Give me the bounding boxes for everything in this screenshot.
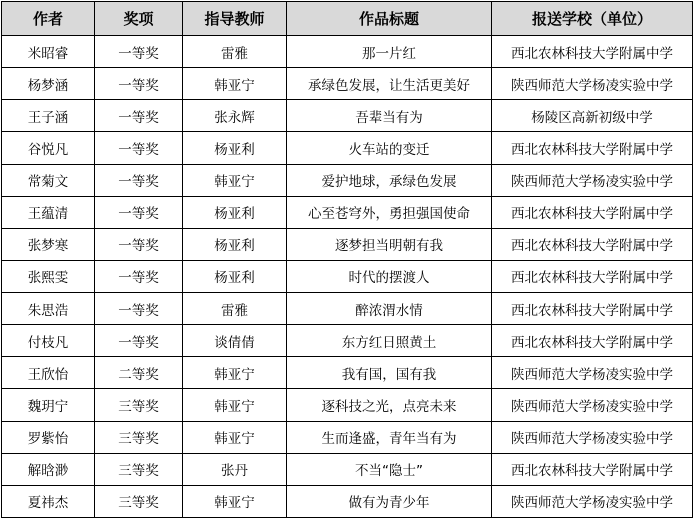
teacher-cell: 韩亚宁 [183, 485, 287, 517]
header-award: 奖项 [95, 2, 183, 36]
header-school: 报送学校（单位） [492, 2, 693, 36]
author-cell: 解晗渺 [2, 453, 95, 485]
title-cell: 做有为青少年 [287, 485, 492, 517]
teacher-cell: 韩亚宁 [183, 68, 287, 100]
teacher-cell: 雷雅 [183, 36, 287, 68]
school-cell: 陕西师范大学杨凌实验中学 [492, 164, 693, 196]
table-row [2, 421, 693, 453]
school-cell: 陕西师范大学杨凌实验中学 [492, 68, 693, 100]
school-cell: 西北农林科技大学附属中学 [492, 293, 693, 325]
school-cell: 陕西师范大学杨凌实验中学 [492, 485, 693, 517]
table-row [2, 36, 693, 68]
title-cell: 逐梦担当明朝有我 [287, 228, 492, 260]
table-row [2, 453, 693, 485]
title-cell: 我有国，国有我 [287, 357, 492, 389]
teacher-cell: 韩亚宁 [183, 357, 287, 389]
teacher-cell: 雷雅 [183, 293, 287, 325]
award-cell: 一等奖 [95, 325, 183, 357]
author-cell: 王欣怡 [2, 357, 95, 389]
table-row [2, 357, 693, 389]
author-cell: 夏祎杰 [2, 485, 95, 517]
author-cell: 杨梦涵 [2, 68, 95, 100]
author-cell: 付枝凡 [2, 325, 95, 357]
table-row [2, 132, 693, 164]
title-cell: 爱护地球，承绿色发展 [287, 164, 492, 196]
title-cell: 吾辈当有为 [287, 100, 492, 132]
school-cell: 西北农林科技大学附属中学 [492, 132, 693, 164]
teacher-cell: 韩亚宁 [183, 389, 287, 421]
school-cell: 杨陵区高新初级中学 [492, 100, 693, 132]
table-row [2, 196, 693, 228]
award-cell: 一等奖 [95, 196, 183, 228]
teacher-cell: 韩亚宁 [183, 421, 287, 453]
table-body [2, 36, 693, 518]
school-cell: 陕西师范大学杨凌实验中学 [492, 421, 693, 453]
award-cell: 三等奖 [95, 389, 183, 421]
title-cell: 逐科技之光，点亮未来 [287, 389, 492, 421]
table-row [2, 389, 693, 421]
table-header [2, 2, 693, 36]
award-cell: 二等奖 [95, 357, 183, 389]
teacher-cell: 杨亚利 [183, 228, 287, 260]
author-cell: 谷悦凡 [2, 132, 95, 164]
school-cell: 陕西师范大学杨凌实验中学 [492, 389, 693, 421]
school-cell: 西北农林科技大学附属中学 [492, 453, 693, 485]
title-cell: 醉浓渭水情 [287, 293, 492, 325]
award-cell: 一等奖 [95, 228, 183, 260]
table-row [2, 164, 693, 196]
school-cell: 西北农林科技大学附属中学 [492, 36, 693, 68]
award-table [1, 1, 693, 518]
author-cell: 张熙雯 [2, 260, 95, 292]
teacher-cell: 杨亚利 [183, 260, 287, 292]
title-cell: 那一片红 [287, 36, 492, 68]
table-row [2, 485, 693, 517]
teacher-cell: 杨亚利 [183, 132, 287, 164]
school-cell: 西北农林科技大学附属中学 [492, 228, 693, 260]
header-row [2, 2, 693, 36]
teacher-cell: 张丹 [183, 453, 287, 485]
award-cell: 三等奖 [95, 485, 183, 517]
title-cell: 生而逢盛，青年当有为 [287, 421, 492, 453]
school-cell: 西北农林科技大学附属中学 [492, 260, 693, 292]
award-cell: 一等奖 [95, 293, 183, 325]
school-cell: 西北农林科技大学附属中学 [492, 196, 693, 228]
author-cell: 朱思浩 [2, 293, 95, 325]
header-author: 作者 [2, 2, 95, 36]
teacher-cell: 谈倩倩 [183, 325, 287, 357]
author-cell: 王蕴清 [2, 196, 95, 228]
table-row [2, 325, 693, 357]
title-cell: 承绿色发展，让生活更美好 [287, 68, 492, 100]
teacher-cell: 张永辉 [183, 100, 287, 132]
author-cell: 米昭睿 [2, 36, 95, 68]
table-row [2, 228, 693, 260]
award-cell: 一等奖 [95, 68, 183, 100]
award-cell: 一等奖 [95, 132, 183, 164]
teacher-cell: 韩亚宁 [183, 164, 287, 196]
table-row [2, 293, 693, 325]
author-cell: 罗紫怡 [2, 421, 95, 453]
title-cell: 火车站的变迁 [287, 132, 492, 164]
school-cell: 西北农林科技大学附属中学 [492, 325, 693, 357]
title-cell: 时代的摆渡人 [287, 260, 492, 292]
table-row [2, 260, 693, 292]
author-cell: 张梦寒 [2, 228, 95, 260]
award-cell: 一等奖 [95, 36, 183, 68]
award-cell: 三等奖 [95, 453, 183, 485]
award-cell: 三等奖 [95, 421, 183, 453]
author-cell: 王子涵 [2, 100, 95, 132]
award-cell: 一等奖 [95, 164, 183, 196]
author-cell: 魏玥宁 [2, 389, 95, 421]
school-cell: 陕西师范大学杨凌实验中学 [492, 357, 693, 389]
title-cell: 心至苍穹外，勇担强国使命 [287, 196, 492, 228]
teacher-cell: 杨亚利 [183, 196, 287, 228]
title-cell: 不当“隐士” [287, 453, 492, 485]
award-cell: 一等奖 [95, 100, 183, 132]
table-row [2, 100, 693, 132]
title-cell: 东方红日照黄土 [287, 325, 492, 357]
award-cell: 一等奖 [95, 260, 183, 292]
header-teacher: 指导教师 [183, 2, 287, 36]
author-cell: 常菊文 [2, 164, 95, 196]
header-title: 作品标题 [287, 2, 492, 36]
table-row [2, 68, 693, 100]
